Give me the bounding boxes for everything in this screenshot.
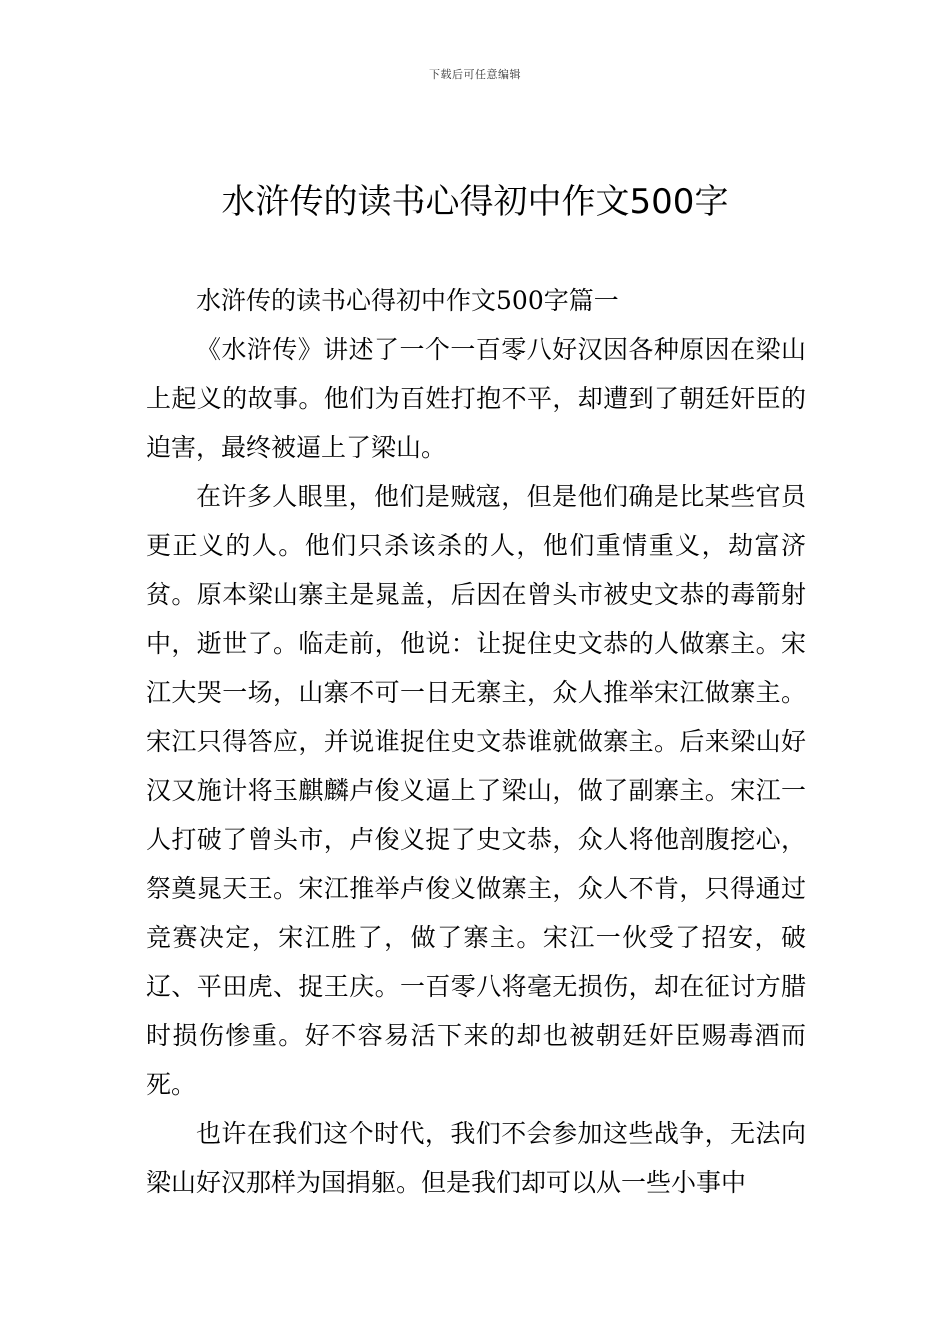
document-body: [146, 276, 806, 1207]
section-heading: 水浒传的读书心得初中作文500字篇一: [196, 286, 619, 315]
paragraph: 在许多人眼里，他们是贼寇，但是他们确是比某些官员更正义的人。他们只杀该杀的人，他们重情重义，劫富济贫。原本梁山寨主是晁盖，后因在曾头市被史文恭的毒箭射中，逝世了。临走前，他说：让捉住史文恭的人做寨主。宋江大哭一场，山寨不可一日无寨主，众人推举宋江做寨主。宋江只得答应，并说谁捉住史文恭谁就做寨主。后来梁山好汉又施计将玉麒麟卢俊义逼上了梁山，做了副寨主。宋江一人打破了曾头市，卢俊义捉了史文恭，众人将他剖腹挖心，祭奠晁天王。宋江推举卢俊义做寨主，众人不肯，只得通过竞赛决定，宋江胜了，做了寨主。宋江一伙受了招安，破辽、平田虎、捉王庆。一百零八将毫无损伤，却在征讨方腊时损伤惨重。好不容易活下来的却也被朝廷奸臣赐毒酒而死。: [146, 482, 806, 1099]
paragraph: 也许在我们这个时代，我们不会参加这些战争，无法向梁山好汉那样为国捐躯。但是我们却可以从一些小事中: [146, 1119, 806, 1197]
paragraph: 《水浒传》讲述了一个一百零八好汉因各种原因在梁山上起义的故事。他们为百姓打抱不平，却遭到了朝廷奸臣的迫害，最终被逼上了梁山。: [146, 335, 806, 462]
document-title: 水浒传的读书心得初中作文500字: [221, 182, 729, 222]
header-note: 下载后可任意编辑: [429, 68, 521, 81]
